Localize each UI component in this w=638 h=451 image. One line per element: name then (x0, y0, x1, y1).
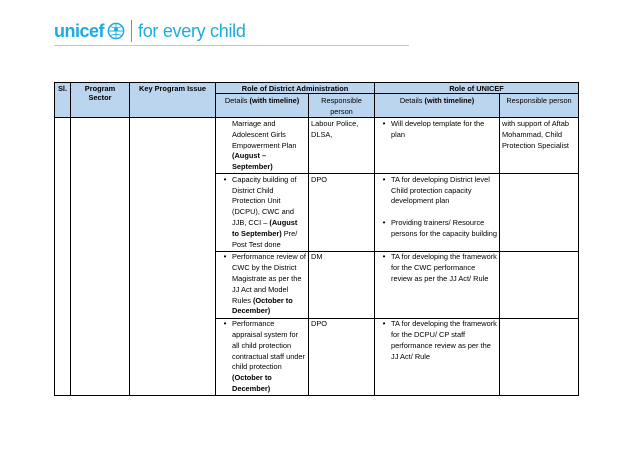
role-table (54, 82, 579, 396)
program-sector-cell (71, 118, 130, 396)
district-details-cell: Marriage and Adolescent Girls Empowerment Plan (August – September) (216, 118, 309, 174)
bullet-icon: • (382, 218, 386, 228)
district-responsible-cell: DPO (309, 174, 375, 252)
district-responsible-cell: Labour Police, DLSA, (309, 118, 375, 174)
col-header-key-program-issue: Key Program Issue (130, 83, 216, 118)
district-details-cell: • Performance appraisal system for all child protection contractual staff under child protection (October to December) (216, 318, 309, 396)
col-header-program-sector: Program Sector (71, 83, 130, 118)
header-row-1 (55, 83, 579, 94)
bullet-icon: • (223, 319, 227, 329)
unicef-details-cell: • TA for developing the framework for the DCPU/ CP staff performance review as per the JJ Act/ Rule (375, 318, 500, 396)
unicef-details-cell: • Will develop template for the plan (375, 118, 500, 174)
unicef-responsible-cell: with support of Aftab Mohammad, Child Protection Specialist (500, 118, 579, 174)
unicef-details-cell: • TA for developing the framework for the CWC performance review as per the JJ Act/ Rule (375, 251, 500, 318)
unicef-details-cell: • TA for developing District level Child protection capacity development plan • Providing trainers/ Resource persons for the capacity building (375, 174, 500, 252)
unicef-responsible-cell (500, 318, 579, 396)
col-header-role-unicef: Role of UNICEF (375, 83, 579, 94)
unicef-responsible-cell (500, 251, 579, 318)
col-header-role-district: Role of District Administration (216, 83, 375, 94)
col-header-sl: Sl. (55, 83, 71, 118)
district-responsible-cell: DM (309, 251, 375, 318)
sl-cell (55, 118, 71, 396)
bullet-icon: • (382, 118, 386, 128)
bullet-icon: • (382, 319, 386, 329)
bullet-icon: • (382, 174, 386, 184)
unicef-logo (54, 20, 246, 42)
bullet-icon: • (223, 174, 227, 184)
brand-name: unicef (54, 20, 105, 41)
district-responsible-cell: DPO (309, 318, 375, 396)
col-header-district-responsible: Responsible person (309, 94, 375, 118)
bullet-icon: • (382, 252, 386, 262)
brand-tagline: for every child (138, 20, 246, 41)
header-rule (54, 45, 409, 46)
district-details-cell: • Capacity building of District Child Protection Unit (DCPU), CWC and JJB, CCI – (August to September) Pre/ Post Test done (216, 174, 309, 252)
unicef-responsible-cell (500, 174, 579, 252)
unicef-emblem-icon (107, 22, 125, 40)
table-row (55, 118, 579, 174)
bullet-icon: • (223, 252, 227, 262)
col-header-unicef-responsible: Responsible person (500, 94, 579, 118)
key-program-issue-cell (130, 118, 216, 396)
brand-separator (131, 20, 132, 42)
district-details-cell: • Performance review of CWC by the District Magistrate as per the JJ Act and Model Rules (October to December) (216, 251, 309, 318)
col-header-district-details: Details (with timeline) (216, 94, 309, 118)
col-header-unicef-details: Details (with timeline) (375, 94, 500, 118)
